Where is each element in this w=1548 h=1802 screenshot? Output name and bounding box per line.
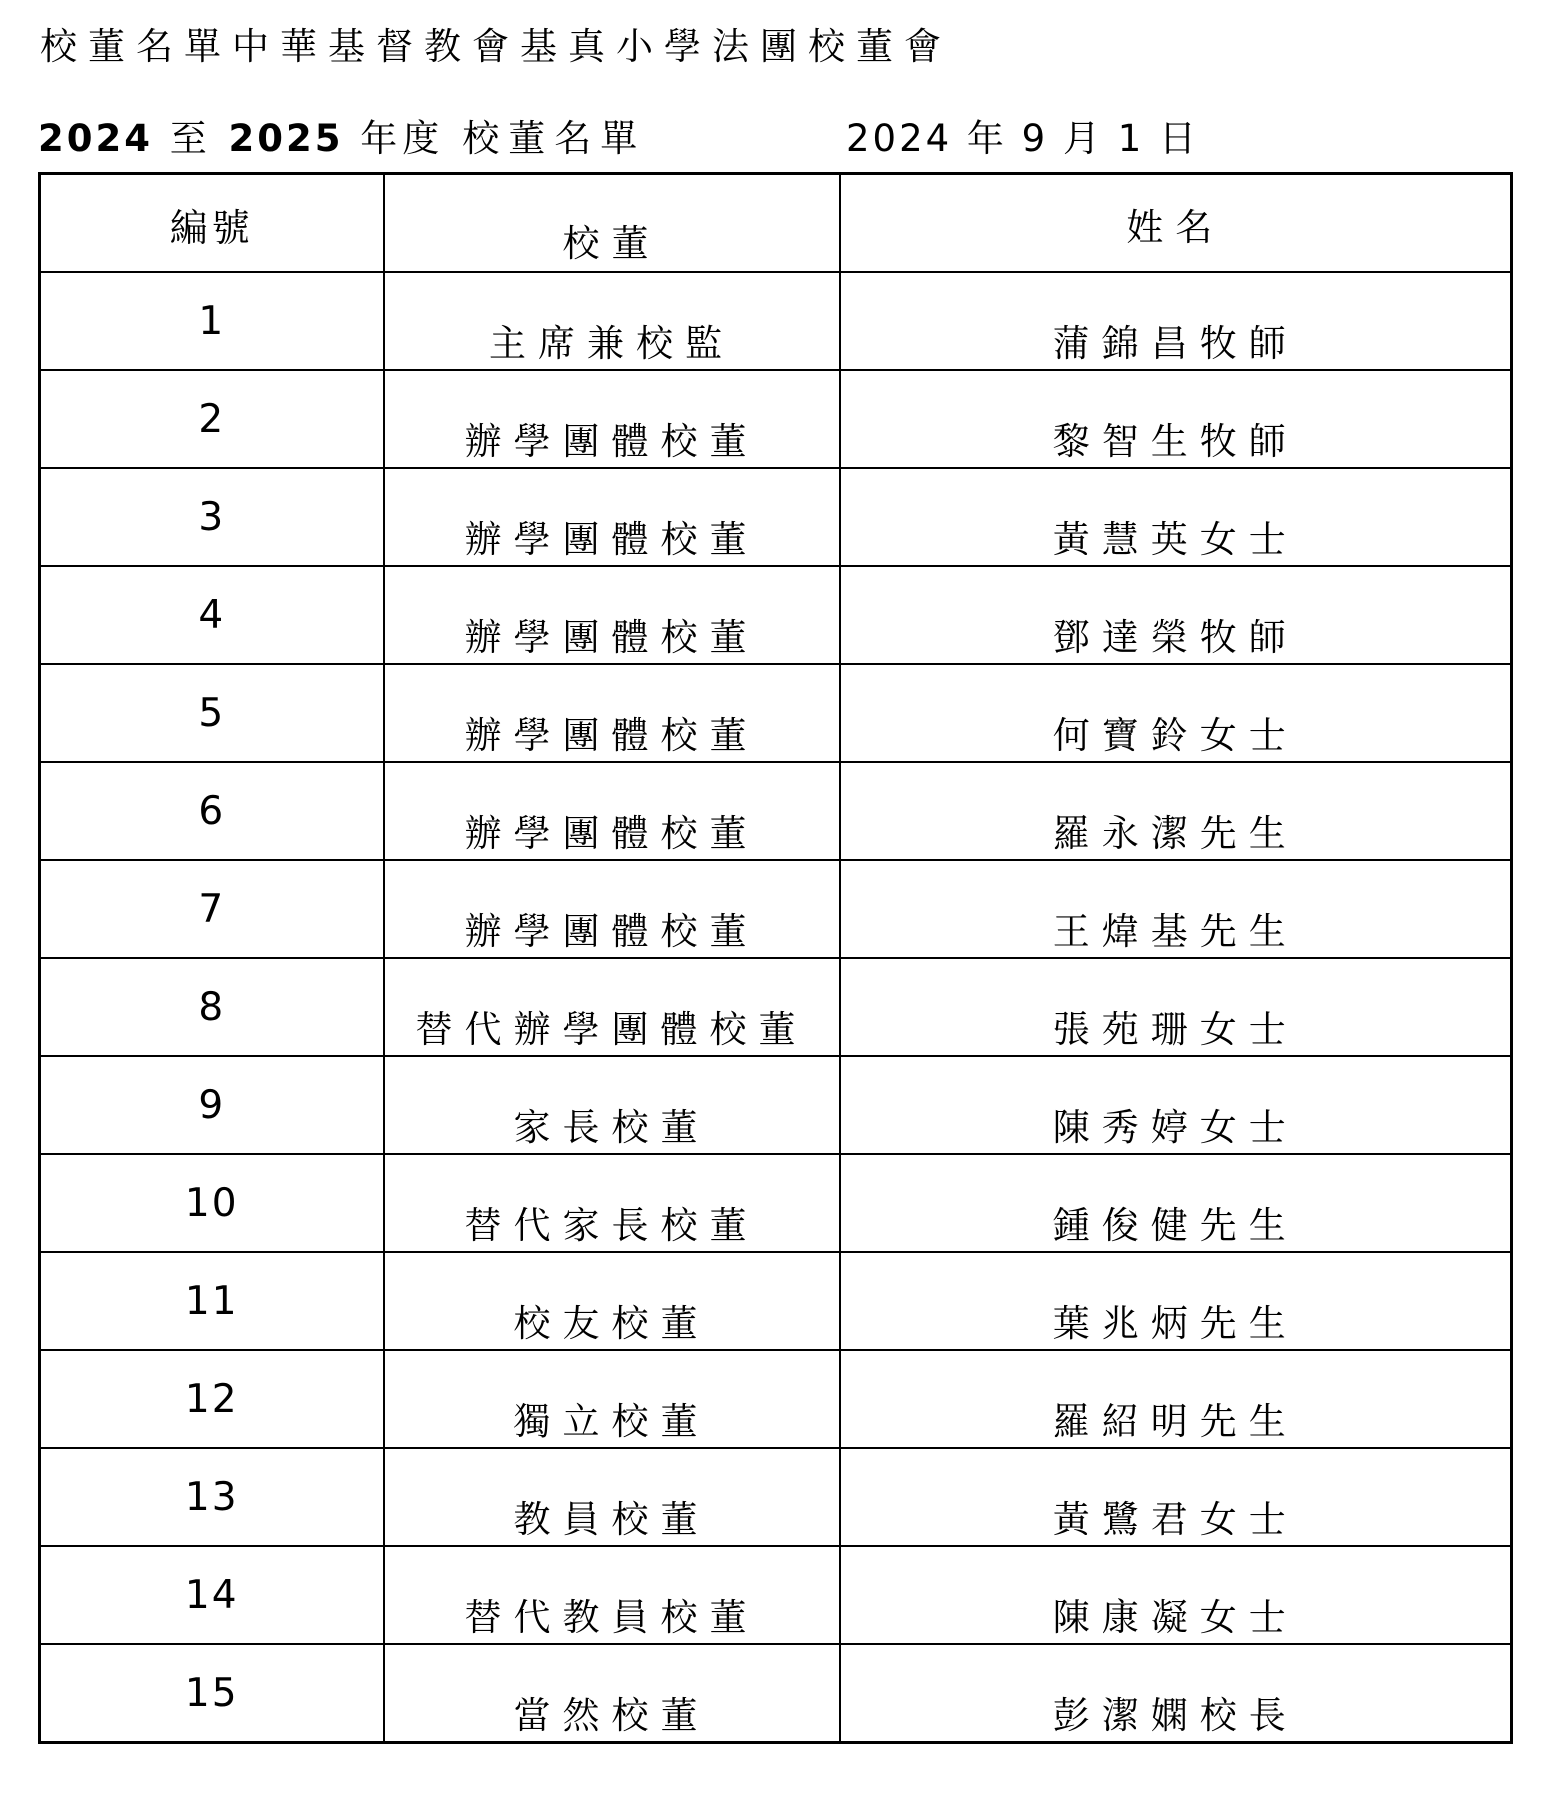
member-role-cell (384, 762, 840, 860)
header-no: 編號 (169, 206, 254, 250)
member-role-cell (384, 370, 840, 468)
table-body (40, 272, 1512, 1743)
member-name: 羅紹明先生 (1052, 1400, 1298, 1443)
table-row (40, 860, 1512, 958)
member-role: 主席兼校監 (489, 322, 734, 365)
start-year: 2024 (38, 117, 153, 160)
member-name: 羅永潔先生 (1052, 812, 1298, 855)
member-role: 當然校董 (513, 1694, 710, 1737)
header-name: 姓名 (1126, 206, 1225, 249)
table-row (40, 468, 1512, 566)
table-row (40, 1546, 1512, 1644)
member-name: 鍾俊健先生 (1052, 1204, 1298, 1247)
member-name: 王煒基先生 (1052, 910, 1298, 953)
table-row (40, 958, 1512, 1056)
member-role-cell (384, 860, 840, 958)
member-number-cell (40, 958, 384, 1056)
table-row (40, 1056, 1512, 1154)
table-row (40, 272, 1512, 370)
member-name-cell (840, 468, 1512, 566)
member-role: 辦學團體校董 (464, 714, 759, 757)
member-number: 15 (184, 1671, 239, 1716)
table-row (40, 762, 1512, 860)
member-name-cell (840, 1252, 1512, 1350)
member-name-cell (840, 566, 1512, 664)
member-role: 替代辦學團體校董 (415, 1008, 808, 1051)
member-name-cell (840, 1056, 1512, 1154)
member-role-cell (384, 664, 840, 762)
year-range (38, 114, 646, 164)
member-name-cell (840, 958, 1512, 1056)
member-name: 陳康凝女士 (1052, 1596, 1298, 1639)
member-number: 2 (198, 397, 226, 442)
member-number-cell (40, 1546, 384, 1644)
table-row (40, 566, 1512, 664)
member-number: 10 (184, 1181, 239, 1226)
member-number: 13 (184, 1475, 239, 1520)
member-role-cell (384, 566, 840, 664)
member-name-cell (840, 664, 1512, 762)
table-row (40, 664, 1512, 762)
member-name: 鄧達榮牧師 (1052, 616, 1298, 659)
member-name-cell (840, 1644, 1512, 1743)
member-number-cell (40, 762, 384, 860)
table-row (40, 370, 1512, 468)
member-role: 辦學團體校董 (464, 910, 759, 953)
member-name-cell (840, 860, 1512, 958)
member-number-cell (40, 860, 384, 958)
to-word: 至 (169, 117, 212, 160)
member-role-cell (384, 1546, 840, 1644)
member-number: 12 (184, 1377, 239, 1422)
member-number-cell (40, 664, 384, 762)
member-number: 8 (198, 985, 226, 1030)
member-number: 3 (198, 495, 226, 540)
member-role: 獨立校董 (513, 1400, 710, 1443)
member-number-cell (40, 1252, 384, 1350)
member-role: 替代家長校董 (464, 1204, 759, 1247)
member-number: 6 (198, 789, 226, 834)
subtitle-line (38, 114, 1508, 164)
header-name-cell (840, 174, 1512, 273)
member-number-cell (40, 1448, 384, 1546)
member-role-cell (384, 1154, 840, 1252)
member-number: 4 (198, 593, 226, 638)
table-row (40, 1154, 1512, 1252)
header-role: 校董 (562, 222, 661, 265)
member-name: 蒲錦昌牧師 (1052, 322, 1298, 365)
member-number-cell (40, 1154, 384, 1252)
member-number-cell (40, 1350, 384, 1448)
board-members-table (38, 172, 1513, 1744)
member-role-cell (384, 1056, 840, 1154)
member-role: 辦學團體校董 (464, 420, 759, 463)
header-role-cell (384, 174, 840, 273)
member-role-cell (384, 1448, 840, 1546)
member-number: 11 (184, 1279, 239, 1324)
member-role: 辦學團體校董 (464, 518, 759, 561)
member-name-cell (840, 272, 1512, 370)
end-year: 2025 (228, 117, 344, 160)
member-number: 9 (198, 1083, 226, 1128)
member-role: 校友校董 (513, 1302, 710, 1345)
member-number: 5 (198, 691, 226, 736)
year-suffix: 年度 (360, 117, 445, 160)
member-role-cell (384, 958, 840, 1056)
table-row (40, 1252, 1512, 1350)
document-title: 校董名單中華基督教會基真小學法團校董會 (40, 25, 952, 68)
member-role: 家長校董 (513, 1106, 710, 1149)
table-row (40, 1448, 1512, 1546)
member-number: 7 (198, 887, 226, 932)
member-name-cell (840, 370, 1512, 468)
member-number-cell (40, 272, 384, 370)
member-name: 黃慧英女士 (1052, 518, 1298, 561)
table-row (40, 1350, 1512, 1448)
member-name: 何寶鈴女士 (1052, 714, 1298, 757)
member-role-cell (384, 1644, 840, 1743)
member-name-cell (840, 1350, 1512, 1448)
list-label: 校董名單 (462, 117, 647, 160)
member-name: 葉兆炳先生 (1052, 1302, 1298, 1345)
member-role-cell (384, 1350, 840, 1448)
member-number-cell (40, 1056, 384, 1154)
table-row (40, 1644, 1512, 1743)
member-role-cell (384, 468, 840, 566)
member-number: 14 (184, 1573, 239, 1618)
member-role-cell (384, 1252, 840, 1350)
member-name: 陳秀婷女士 (1052, 1106, 1298, 1149)
document-date: 2024 年 9 月 1 日 (846, 117, 1200, 160)
member-name: 黃鷺君女士 (1052, 1498, 1298, 1541)
member-role: 辦學團體校董 (464, 616, 759, 659)
table-header-row (40, 174, 1512, 273)
member-name: 張苑珊女士 (1052, 1008, 1298, 1051)
header-no-cell (40, 174, 384, 273)
member-number: 1 (198, 299, 226, 344)
member-number-cell (40, 370, 384, 468)
member-name-cell (840, 762, 1512, 860)
member-name: 黎智生牧師 (1052, 420, 1298, 463)
member-role: 教員校董 (513, 1498, 710, 1541)
member-number-cell (40, 1644, 384, 1743)
member-role: 替代教員校董 (464, 1596, 759, 1639)
member-name-cell (840, 1154, 1512, 1252)
member-name-cell (840, 1546, 1512, 1644)
member-role-cell (384, 272, 840, 370)
member-name-cell (840, 1448, 1512, 1546)
member-name: 彭潔嫻校長 (1052, 1694, 1298, 1737)
member-number-cell (40, 566, 384, 664)
member-number-cell (40, 468, 384, 566)
member-role: 辦學團體校董 (464, 812, 759, 855)
